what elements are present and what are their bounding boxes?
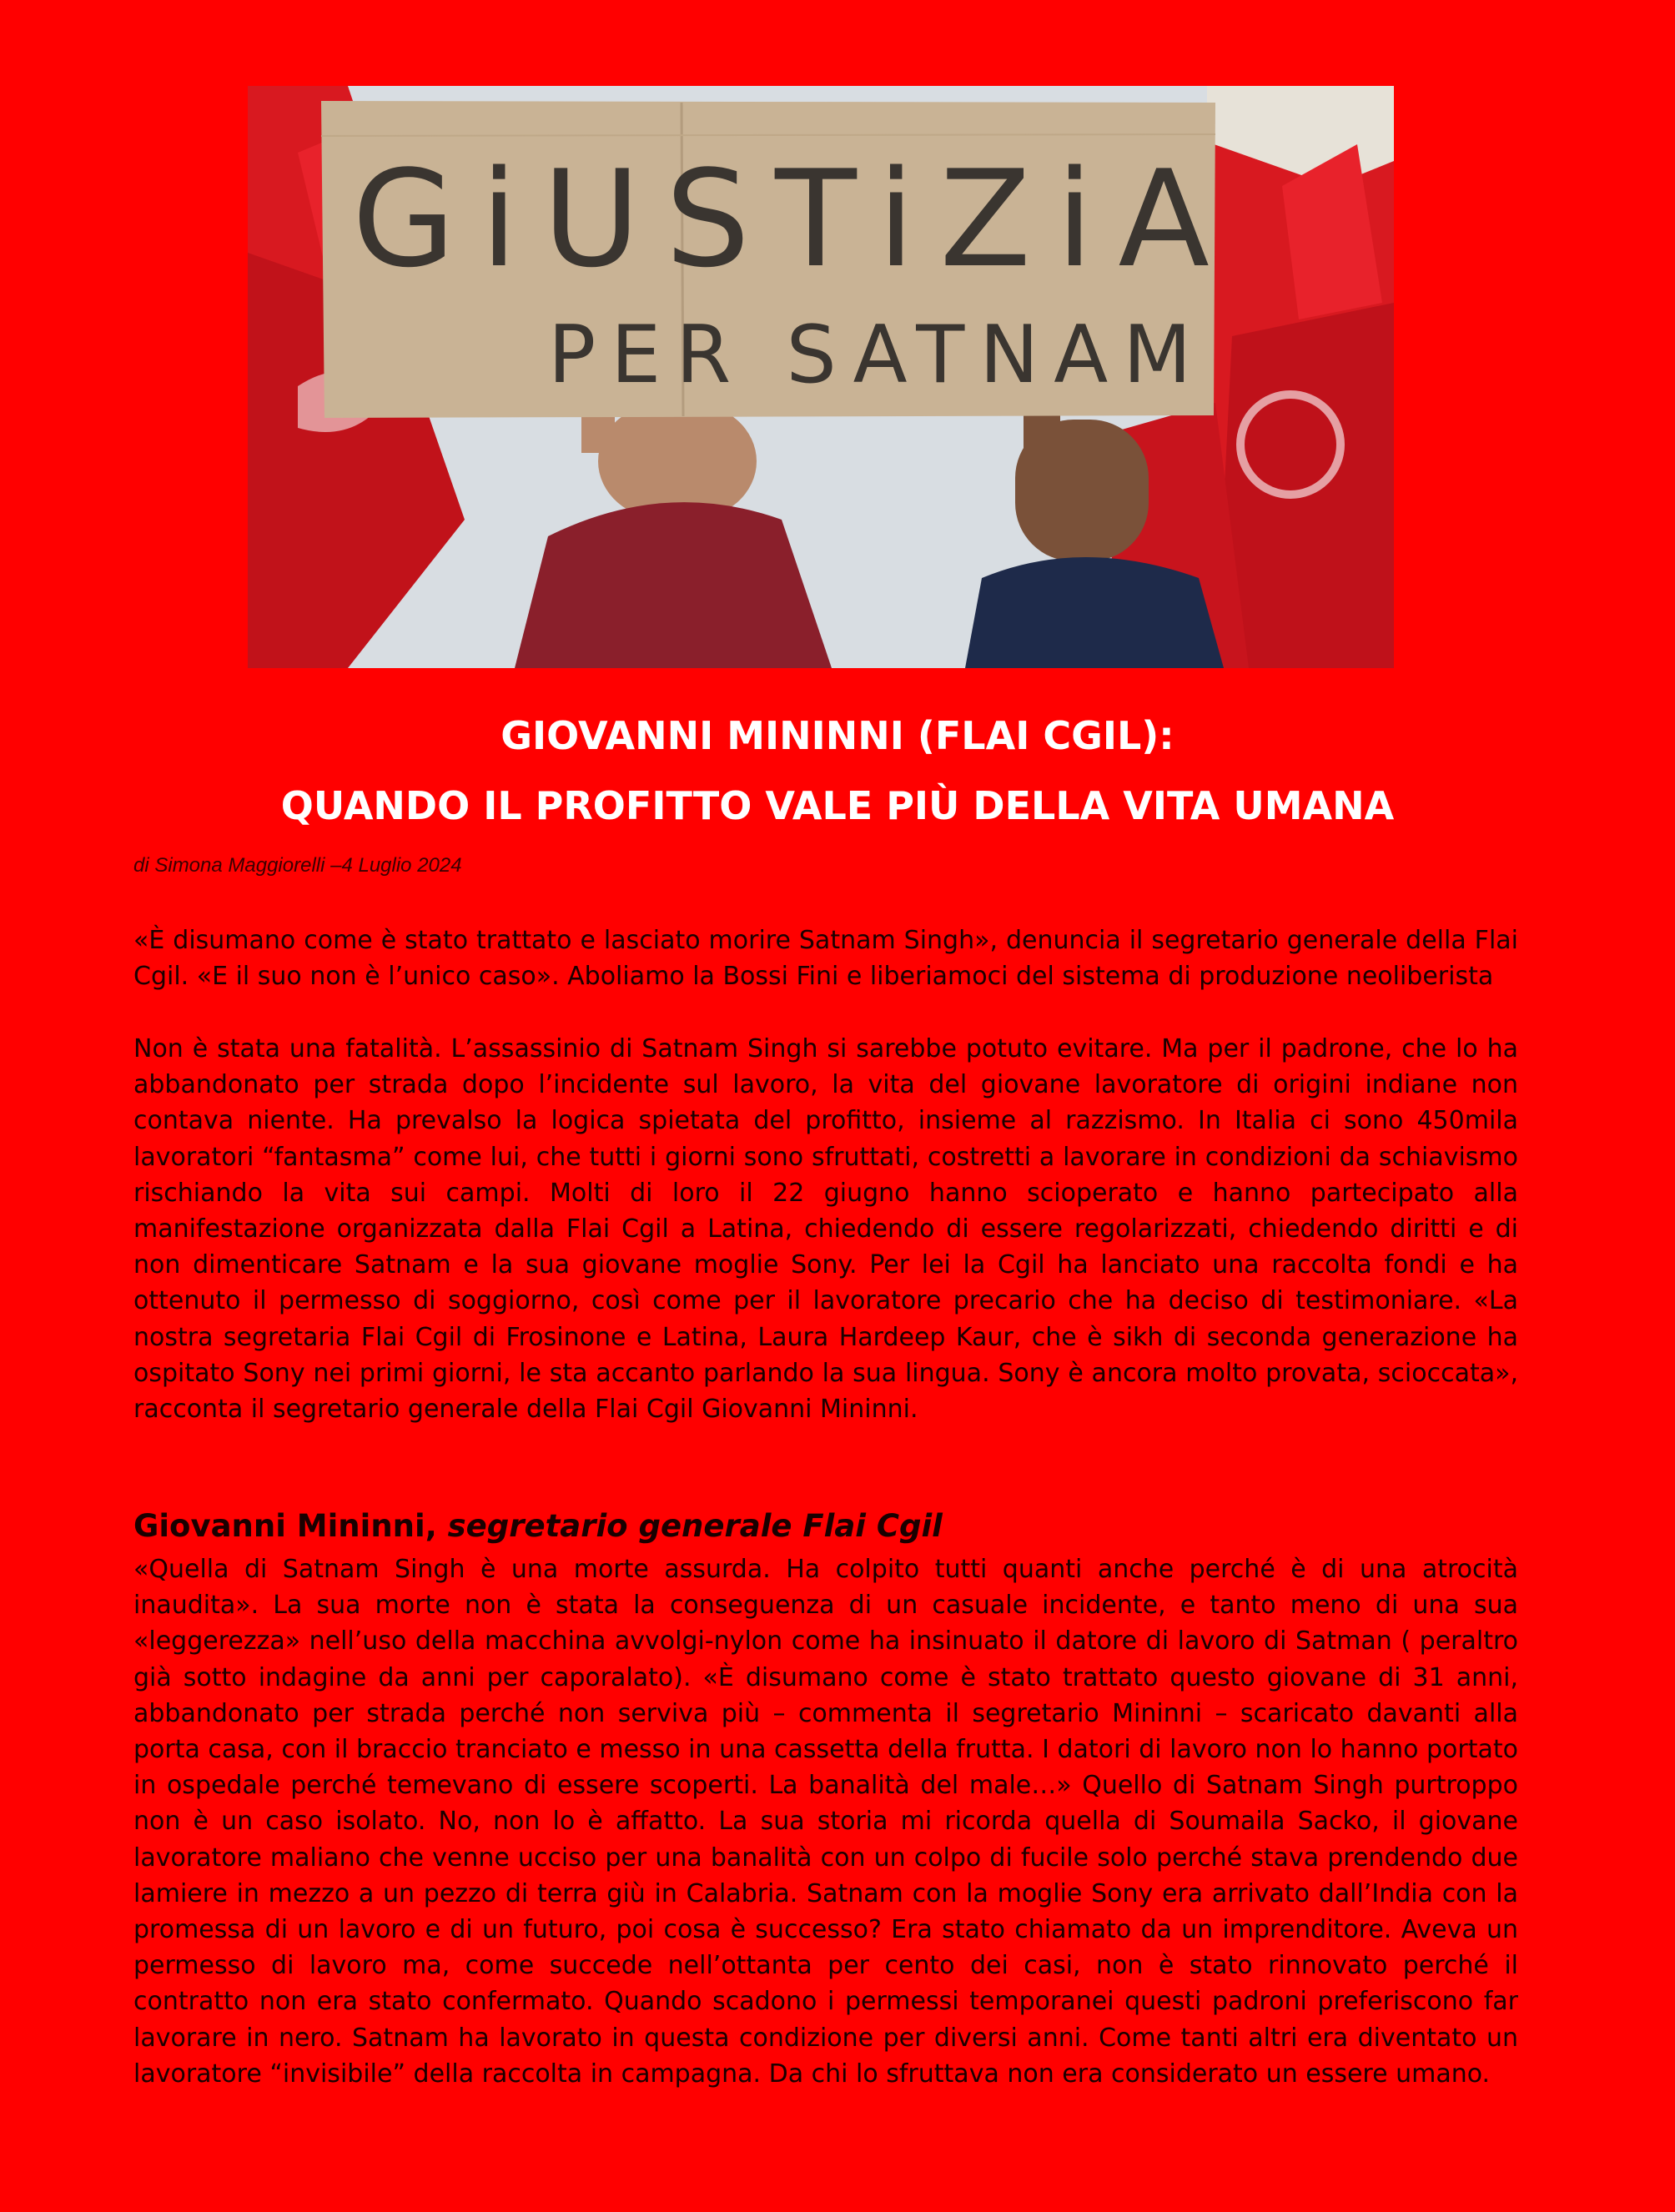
headline-line-1: GIOVANNI MININNI (FLAI CGIL): [500, 713, 1175, 758]
sign-line-1: GiUSTiZiA [352, 141, 1235, 297]
protest-photo [248, 86, 1394, 668]
article-intro: «È disumano come è stato trattato e lasciato morire Satnam Singh», denuncia il segretario generale della Flai Cgil. «E il suo non è l’unico caso». Aboliamo la Bossi Fini e liberiamoci del sistema di produzione neoliberista [133, 926, 1518, 992]
article-headline [0, 701, 1675, 841]
article-paragraph-1: Non è stata una fatalità. L’assassinio di Satnam Singh si sarebbe potuto evitare. Ma per il padrone, che lo ha abbandonato per strada dopo l’incidente sul lavoro, la vita del giovane lavoratore di origini indiane non contava niente. Ha prevalso la logica spietata del profitto, insieme al razzismo. In Italia ci sono 450mila lavoratori “fantasma” come lui, che tutti i giorni sono sfruttati, costretti a lavorare in condizioni da schiavismo rischiando la vita sui campi. Molti di loro il 22 giugno hanno scioperato e hanno partecipato alla manifestazione organizzata dalla Flai Cgil a Latina, chiedendo di essere regolarizzati, chiedendo diritti e di non dimenticare Satnam e la sua giovane moglie Sony. Per lei la Cgil ha lanciato una raccolta fondi e ha ottenuto il permesso di soggiorno, così come per il lavoratore precario che ha deciso di testimoniare. «La nostra segretaria Flai Cgil di Frosinone e Latina, Laura Hardeep Kaur, che è sikh di seconda generazione ha ospitato Sony nei primi giorni, le sta accanto parlando la sua lingua. Sony è ancora molto provata, scioccata», racconta il segretario generale della Flai Cgil Giovanni Mininni. [133, 1034, 1518, 1425]
protest-photo-illustration [248, 86, 1394, 668]
sign-line-2: PER SATNAM [548, 309, 1207, 401]
section-title [133, 1508, 943, 1544]
section-title-role: segretario generale Flai Cgil [447, 1508, 943, 1544]
section-title-name: Giovanni Mininni, [133, 1508, 437, 1544]
byline: di Simona Maggiorelli –4 Luglio 2024 [133, 854, 462, 877]
article-paragraph-2: «Quella di Satnam Singh è una morte assurda. Ha colpito tutti quanti anche perché è di una atrocità inaudita». La sua morte non è stata la conseguenza di un casuale incidente, e tanto meno di una sua «leggerezza» nell’uso della macchina avvolgi-nylon come ha insinuato il datore di lavoro di Satman ( peraltro già sotto indagine da anni per caporalato). «È disumano come è stato trattato questo giovane di 31 anni, abbandonato per strada perché non serviva più – commenta il segretario Mininni – scaricato davanti alla porta casa, con il braccio tranciato e messo in una cassetta della frutta. I datori di lavoro non lo hanno portato in ospedale perché temevano di essere scoperti. La banalità del male…» Quello di Satnam Singh purtroppo non è un caso isolato. No, non lo è affatto. La sua storia mi ricorda quella di Soumaila Sacko, il giovane lavoratore maliano che venne ucciso per una banalità con un colpo di fucile solo perché stava prendendo due lamiere in mezzo a un pezzo di terra giù in Calabria. Satnam con la moglie Sony era arrivato dall’India con la promessa di un lavoro e di un futuro, poi cosa è successo? Era stato chiamato da un imprenditore. Aveva un permesso di lavoro ma, come succede nell’ottanta per cento dei casi, non è stato rinnovato perché il contratto non era stato confermato. Quando scadono i permessi temporanei questi padroni preferiscono far lavorare in nero. Satnam ha lavorato in questa condizione per diversi anni. Come tanti altri era diventato un lavoratore “invisibile” della raccolta in campagna. Da chi lo sfruttava non era considerato un essere umano. [133, 1555, 1518, 2089]
headline-line-2: QUANDO IL PROFITTO VALE PIÙ DELLA VITA UMANA [280, 783, 1395, 828]
